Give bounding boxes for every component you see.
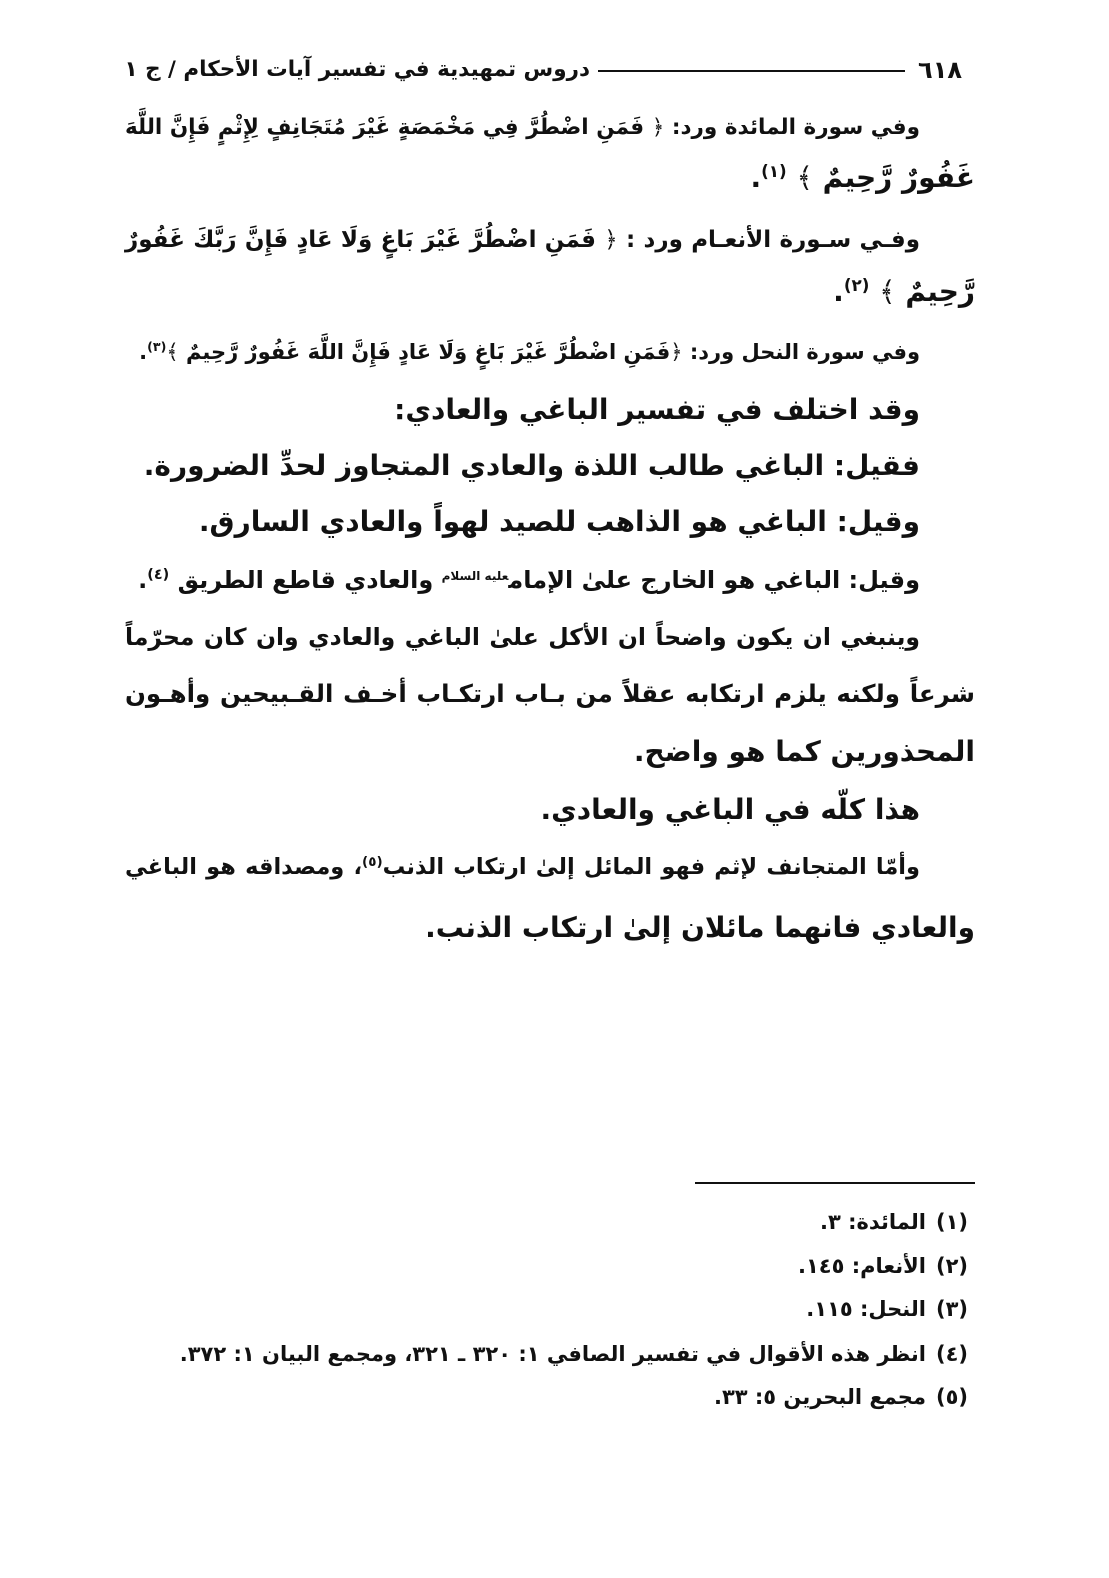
header-rule bbox=[598, 70, 905, 72]
running-title: دروس تمهيدية في تفسير آيات الأحكام / ج ١ bbox=[124, 57, 590, 82]
footnote-text: المائدة: ٣. bbox=[819, 1210, 926, 1234]
body-line-7 bbox=[125, 441, 920, 491]
footnote bbox=[128, 1202, 968, 1242]
footnote-text: مجمع البحرين ٥: ٣٣. bbox=[713, 1385, 926, 1409]
paragraph-text: هذا كلّه في الباغي والعادي. bbox=[540, 793, 920, 826]
footnote-text: انظر هذه الأقوال في تفسير الصافي ١: ٣٢٠ ـ ٣٢١، ومجمع البيان ١: ٣٧٢. bbox=[179, 1342, 926, 1366]
body-line-11 bbox=[125, 669, 975, 719]
body-line-12 bbox=[125, 727, 975, 777]
sentence-end: . bbox=[833, 275, 844, 308]
paragraph-text: والعادي قاطع الطريق bbox=[177, 566, 434, 594]
sentence-end: . bbox=[750, 161, 762, 194]
paragraph-text: فقيل: الباغي طالب اللذة والعادي المتجاوز لحدِّ الضرورة. bbox=[143, 449, 920, 482]
sentence-end: . bbox=[138, 566, 148, 594]
body-line-8 bbox=[125, 497, 920, 547]
paragraph-text: وقد اختلف في تفسير الباغي والعادي: bbox=[394, 393, 920, 426]
body-line-10 bbox=[125, 612, 920, 662]
honorific: عليه السلام bbox=[441, 568, 509, 583]
footnote bbox=[128, 1246, 968, 1286]
footnote-ref: (٥) bbox=[362, 853, 383, 870]
paragraph-text: وأمّا المتجانف لإثم فهو المائل إلىٰ ارتكاب الذنب bbox=[382, 854, 921, 880]
footnote-ref: (٣) bbox=[147, 339, 167, 355]
body-line-15 bbox=[125, 903, 975, 953]
footnote-number: (٥) bbox=[935, 1385, 968, 1409]
quran-verse: فَمَنِ اضْطُرَّ فِي مَخْمَصَةٍ غَيْرَ مُتَجَانِفٍ لِإِثْمٍ فَإِنَّ اللَّهَ bbox=[125, 115, 645, 140]
page-number: ٦١٨ bbox=[918, 56, 962, 84]
body-line-13 bbox=[125, 785, 920, 835]
quran-verse: رَّحِيمٌ bbox=[905, 275, 975, 308]
verse-close-bracket: ﴾ bbox=[796, 161, 813, 194]
body-line-5 bbox=[125, 327, 920, 377]
paragraph-text: وقيل: الباغي هو الذاهب للصيد لهواً والعادي السارق. bbox=[198, 505, 920, 538]
paragraph-text: وقيل: الباغي هو الخارج علىٰ الإمام bbox=[508, 566, 920, 594]
verse-open-bracket: ﴿ bbox=[651, 115, 665, 140]
paragraph-intro: وفي سورة المائدة ورد: bbox=[671, 115, 920, 140]
body-line-3 bbox=[125, 215, 920, 265]
paragraph-intro: وفي سورة النحل ورد: bbox=[689, 340, 920, 364]
body-line-14 bbox=[125, 842, 920, 892]
footnote-number: (٢) bbox=[935, 1254, 968, 1278]
footnote bbox=[128, 1334, 968, 1374]
body-line-6 bbox=[125, 385, 920, 435]
verse-open-bracket: ﴿ bbox=[670, 340, 683, 364]
footnote bbox=[128, 1289, 968, 1329]
footnote-number: (١) bbox=[935, 1210, 968, 1234]
footnote-number: (٤) bbox=[935, 1342, 968, 1366]
footnote-separator bbox=[695, 1182, 975, 1184]
quran-verse: فَمَنِ اضْطُرَّ غَيْرَ بَاغٍ وَلَا عَادٍ فَإِنَّ اللَّهَ غَفُورٌ رَّحِيمٌ bbox=[185, 340, 671, 364]
quran-verse: فَمَنِ اضْطُرَّ غَيْرَ بَاغٍ وَلَا عَادٍ فَإِنَّ رَبَّكَ غَفُورٌ bbox=[125, 227, 596, 253]
footnote bbox=[128, 1377, 968, 1417]
paragraph-text: وينبغي ان يكون واضحاً ان الأكل علىٰ الباغي والعادي وان كان محرّماً bbox=[125, 623, 920, 651]
footnote-number: (٣) bbox=[935, 1297, 968, 1321]
paragraph-intro: وفـي سـورة الأنعـام ورد : bbox=[626, 227, 920, 253]
footnote-ref: (٢) bbox=[843, 274, 870, 295]
paragraph-text: شرعاً ولكنه يلزم ارتكابه عقلاً من بـاب ارتكـاب أخـف القـبيحين وأهـون bbox=[125, 679, 975, 708]
body-line-1 bbox=[125, 103, 920, 153]
paragraph-text: المحذورين كما هو واضح. bbox=[633, 735, 975, 768]
footnote-text: الأنعام: ١٤٥. bbox=[797, 1254, 926, 1278]
sentence-end: . bbox=[139, 340, 148, 364]
footnote-ref: (٤) bbox=[147, 567, 170, 584]
paragraph-text: ، ومصداقه هو الباغي bbox=[125, 854, 363, 880]
body-line-2 bbox=[125, 153, 975, 203]
body-line-4 bbox=[125, 267, 975, 317]
footnote-text: النحل: ١١٥. bbox=[806, 1297, 926, 1321]
footnote-ref: (١) bbox=[761, 160, 787, 181]
body-line-9 bbox=[125, 555, 920, 605]
verse-open-bracket: ﴿ bbox=[604, 227, 618, 253]
paragraph-text: والعادي فانهما مائلان إلىٰ ارتكاب الذنب. bbox=[425, 911, 975, 944]
verse-close-bracket: ﴾ bbox=[166, 340, 179, 364]
verse-close-bracket: ﴾ bbox=[879, 275, 896, 308]
quran-verse: غَفُورٌ رَّحِيمٌ bbox=[822, 161, 975, 194]
